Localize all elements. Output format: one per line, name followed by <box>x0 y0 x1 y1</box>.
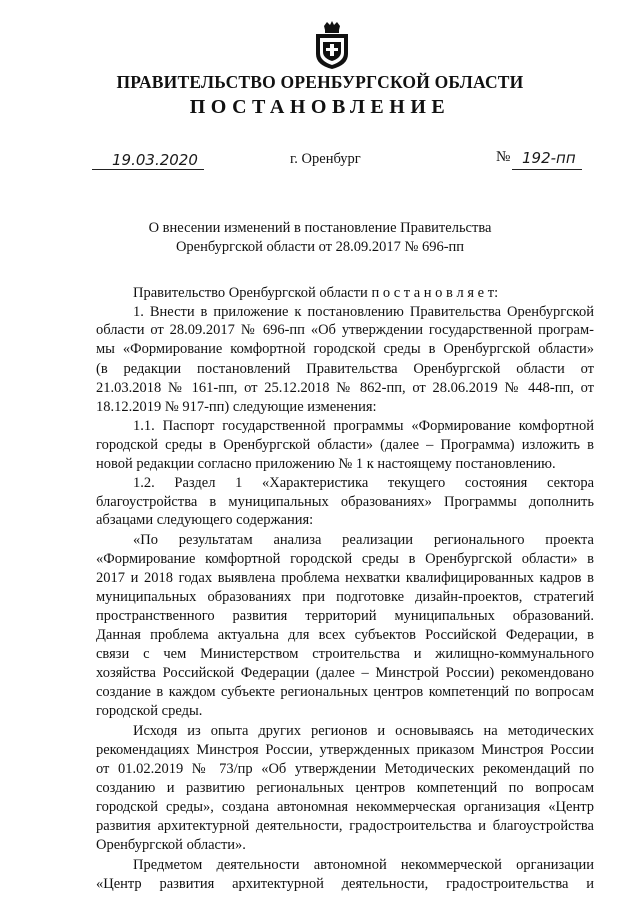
body-line: 18.12.2019 № 917-пп) следующие изменения: <box>96 399 377 415</box>
body-line: 21.03.2018 № 161-пп, от 25.12.2018 № 862-пп, от 28.06.2019 № 448-пп, от <box>96 380 594 396</box>
body-line: «Центр развития архитектурной деятельности, градостроительства и <box>96 876 594 892</box>
number-label: № <box>496 149 511 165</box>
body-line: (в редакции постановлений Правительства Оренбургской области от <box>96 361 594 377</box>
body-line: городской среды», создана автономная некоммерческая организация «Центр <box>96 799 594 815</box>
body-line: пространственного развития территорий муниципальных образований. <box>96 608 594 624</box>
body-line: Оренбургской области». <box>96 837 246 853</box>
body-line: рекомендациях Минстроя России, утвержденных приказом Минстроя России <box>96 742 594 758</box>
body-line: Исходя из опыта других регионов и основываясь на методических <box>133 723 594 739</box>
body-line: абзацами следующего содержания: <box>96 512 314 528</box>
subject-line: Оренбургской области от 28.09.2017 № 696-пп <box>175 239 465 255</box>
body-line: от 01.02.2019 № 73/пр «Об утверждении Методических рекомендаций по <box>96 761 594 777</box>
document-city: г. Оренбург <box>290 151 361 167</box>
document-type-title: ПОСТАНОВЛЕНИЕ <box>189 96 451 118</box>
body-line: городской среды. <box>96 703 203 719</box>
body-line: 1. Внести в приложение к постановлению Правительства Оренбургской <box>133 304 594 320</box>
body-line: мы «Формирование комфортной городской среды в Оренбургской области» <box>96 341 594 357</box>
body-line: создание в каждом субъекте региональных центров компетенций по вопросам <box>96 684 594 700</box>
body-line: хозяйства Российской Федерации (далее – Минстрой России) рекомендовано <box>96 665 594 681</box>
date-underline <box>92 169 204 170</box>
subject-line: О внесении изменений в постановление Правительства <box>148 220 492 236</box>
body-line: новой редакции согласно приложению № 1 к настоящему постановлению. <box>96 456 556 472</box>
body-line: созданию и развитию региональных центров компетенций по вопросам <box>96 780 594 796</box>
body-line: связи с чем Министерством строительства и жилищно-коммунального <box>96 646 594 662</box>
intro-verb: п о с т а н о в л я е т: <box>371 285 499 301</box>
body-line: благоустройства в муниципальных образованиях» Программы дополнить <box>96 494 594 510</box>
body-line: Данная проблема актуальна для всех субъектов Российской Федерации, в <box>96 627 594 643</box>
document-subject <box>0 219 640 257</box>
intro-paragraph <box>133 285 498 302</box>
number-underline <box>512 169 582 170</box>
body-line: Предметом деятельности автономной некоммерческой организации <box>133 857 594 873</box>
body-line: муниципальных образованиях при подготовке дизайн-проектов, стратегий <box>96 589 594 605</box>
body-line: развития архитектурной деятельности, градостроительства и благоустройства <box>96 818 594 834</box>
orenburg-coat-of-arms-icon <box>312 20 352 70</box>
body-line: «По результатам анализа реализации регионального проекта <box>133 532 594 548</box>
body-line: «Формирование комфортной городской среды в Оренбургской области» в <box>96 551 594 567</box>
document-date: 19.03.2020 <box>112 151 198 169</box>
organization-title: ПРАВИТЕЛЬСТВО ОРЕНБУРГСКОЙ ОБЛАСТИ <box>116 72 524 92</box>
body-line: 2017 и 2018 годах выявлена проблема нехватки квалифицированных кадров в <box>96 570 594 586</box>
body-line: городской среды в Оренбургской области» (далее – Программа) изложить в <box>96 437 594 453</box>
body-line: 1.1. Паспорт государственной программы «Формирование комфортной <box>133 418 594 434</box>
body-line: 1.2. Раздел 1 «Характеристика текущего состояния сектора <box>133 475 594 491</box>
document-number: 192-пп <box>522 149 576 167</box>
intro-text: Правительство Оренбургской области <box>133 285 372 301</box>
body-line: области от 28.09.2017 № 696-пп «Об утверждении государственной програм- <box>96 322 594 338</box>
